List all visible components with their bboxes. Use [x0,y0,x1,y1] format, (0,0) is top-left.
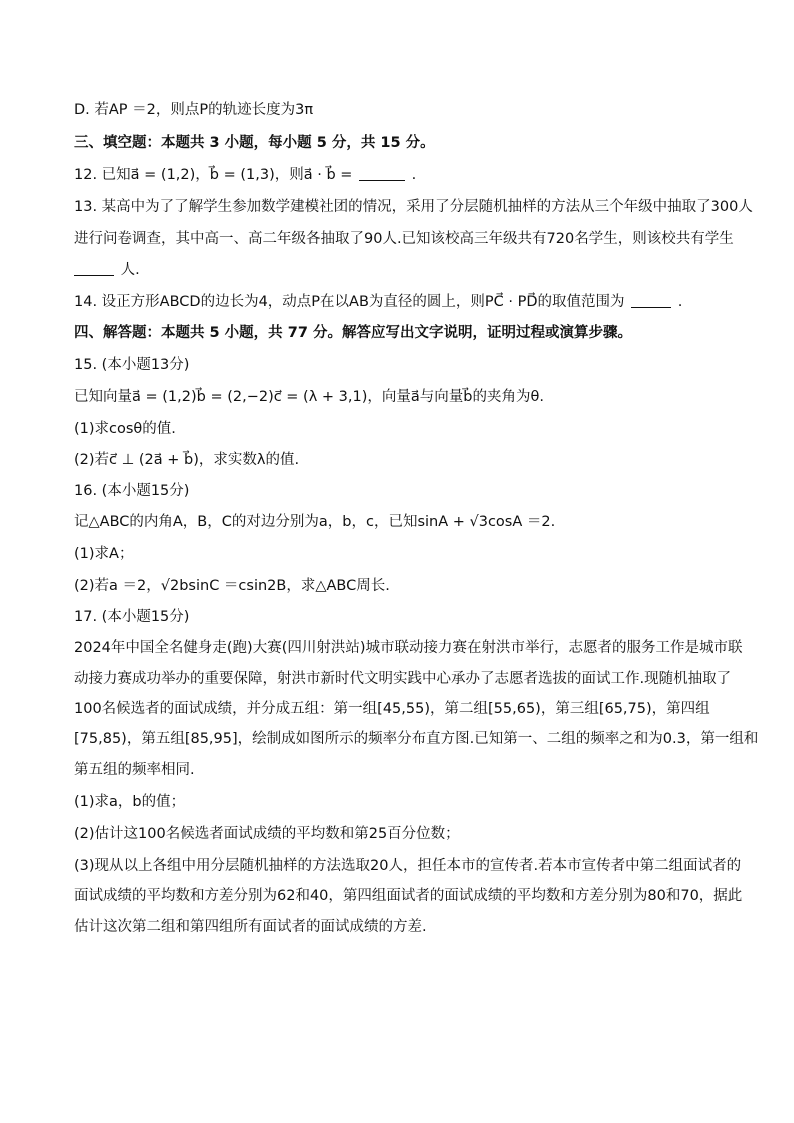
question-15-part2: (2)若c⃗ ⊥ (2a⃗ + b⃗)，求实数λ的值. [74,452,300,468]
question-14 [74,292,724,312]
question-17-part3-line3: 估计这次第二组和第四组所有面试者的面试成绩的方差. [74,919,427,935]
question-13-line2: 进行问卷调查，其中高一、高二年级各抽取了90人.已知该校高三年级共有720名学生，则该校共有学生 [74,231,734,247]
question-16-part1: (1)求A； [74,546,134,562]
answer-blank [631,293,671,308]
question-15-stem: 已知向量a⃗ = (1,2)b⃗ = (2,−2)c⃗ = (λ + 3,1)，向量a⃗与向量b⃗的夹角为θ. [74,389,544,405]
question-16-stem: 记△ABC的内角A，B，C的对边分别为a，b，c，已知sinA + √3cosA ＝2. [74,514,556,530]
question-14-end: . [677,294,683,310]
option-d: D. 若AP ＝2，则点P的轨迹长度为3π [74,102,314,118]
question-16-part2: (2)若a ＝2，√2bsinC ＝csin2B，求△ABC周长. [74,578,390,594]
question-17-stem-line1: 2024年中国全名健身走(跑)大赛(四川射洪站)城市联动接力赛在射洪市举行，志愿者的服务工作是城市联 [74,640,743,656]
question-12-end: . [411,167,417,183]
question-17-part3-line1: (3)现从以上各组中用分层随机抽样的方法选取20人，担任本市的宣传者.若本市宣传者中第二组面试者的 [74,858,742,874]
question-17-stem-line2: 动接力赛成功举办的重要保障，射洪市新时代文明实践中心承办了志愿者选拔的面试工作.现随机抽取了 [74,671,732,687]
question-12-text: 12. 已知a⃗ = (1,2)，b⃗ = (1,3)，则a⃗ · b⃗ = [74,167,353,183]
section-fill-in-heading: 三、填空题：本题共 3 小题，每小题 5 分，共 15 分。 [74,135,435,151]
question-17-part1: (1)求a，b的值； [74,794,186,810]
question-17-stem-line4: [75,85)，第五组[85,95]，绘制成如图所示的频率分布直方图.已知第一、二组的频率之和为0.3，第一组和 [74,731,759,747]
question-15-header: 15. (本小题13分) [74,357,190,373]
question-17-header: 17. (本小题15分) [74,609,190,625]
question-14-text: 14. 设正方形ABCD的边长为4，动点P在以AB为直径的圆上，则PC⃗ · PD⃗的取值范围为 [74,294,625,310]
question-17-part2: (2)估计这100名候选者面试成绩的平均数和第25百分位数； [74,826,460,842]
question-12 [74,165,724,185]
question-16-header: 16. (本小题15分) [74,483,190,499]
section-answer-heading: 四、解答题：本题共 5 小题，共 77 分。解答应写出文字说明，证明过程或演算步骤。 [74,325,632,341]
question-15-part1: (1)求cosθ的值. [74,421,176,437]
question-13-line3 [74,260,724,280]
question-13-line1: 13. 某高中为了了解学生参加数学建模社团的情况，采用了分层随机抽样的方法从三个年级中抽取了300人 [74,199,753,215]
question-13-end: 人. [120,262,140,278]
answer-blank [74,261,114,276]
answer-blank [359,166,405,181]
question-17-stem-line5: 第五组的频率相同. [74,762,195,778]
question-17-stem-line3: 100名候选者的面试成绩，并分成五组：第一组[45,55)，第二组[55,65)，第三组[65,75)，第四组 [74,701,710,717]
question-17-part3-line2: 面试成绩的平均数和方差分别为62和40，第四组面试者的面试成绩的平均数和方差分别为80和70，据此 [74,888,743,904]
